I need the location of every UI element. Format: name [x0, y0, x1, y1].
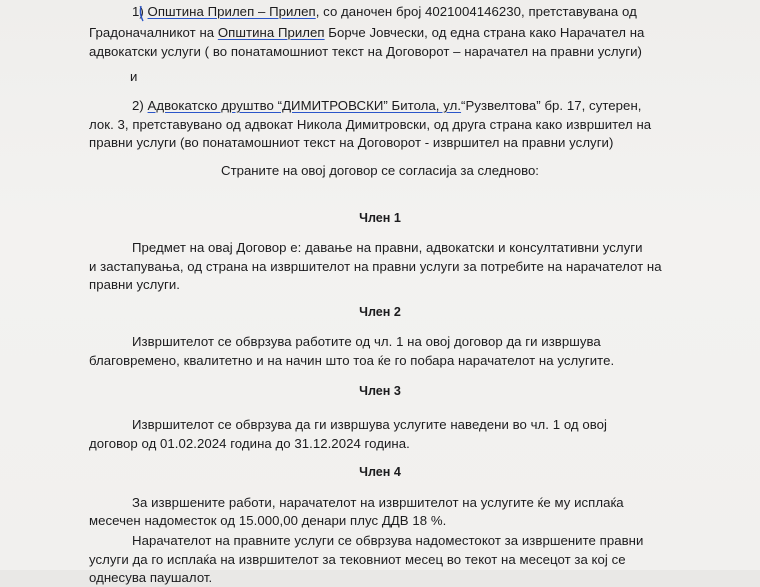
party1-line2-pre: Градоначалникот на — [89, 25, 218, 40]
party2-name: Адвокатско друштво “ДИМИТРОВСКИ” Битола, ул. — [147, 98, 462, 113]
article-3-title: Член 3 — [359, 384, 401, 398]
article-2-title: Член 2 — [359, 305, 401, 319]
article-4-line: месечен надоместок од 15.000,00 денари плус ДДВ 18 %. — [89, 513, 447, 528]
article-2-line: благовремено, квалитетно и на начин што тоа ќе го побара нарачателот на услугите. — [89, 353, 615, 368]
party2-line2: лок. 3, претставувано од адвокат Никола Димитровски, од друга страна како извршител на — [89, 117, 652, 132]
agreement-intro: Страните на овој договор се согласија за следново: — [221, 163, 539, 178]
party1-line2-name: Општина Прилеп — [217, 25, 325, 40]
article-2-line: Извршителот се обврзува работите од чл. 1 на овој договор да ги извршува — [132, 334, 601, 349]
article-4-line: Нарачателот на правните услуги се обврзува надоместокот за извршените правни — [132, 533, 644, 548]
article-3-line: Извршителот се обврзува да ги извршува услугите наведени во чл. 1 од овој — [132, 417, 608, 432]
party2-number: 2) — [132, 98, 144, 113]
party2-line1-rest: “Рузвелтова” бр. 17, сутерен, — [461, 98, 642, 113]
article-1-line: Предмет на овај Договор е: давање на правни, адвокатски и консултативни услуги — [132, 240, 643, 255]
article-1-body — [89, 239, 689, 294]
party1-line1-rest: , со даночен број 4021004146230, претставувана од — [315, 4, 637, 19]
article-3-body — [89, 416, 689, 453]
article-2-body — [89, 333, 689, 370]
party2-paragraph — [89, 97, 689, 152]
article-4-body — [89, 494, 689, 587]
article-1-line: и застапувања, од страна на извршителот на правни услуги за потребите на нарачателот на — [89, 259, 662, 274]
party1-number: 1) — [132, 4, 144, 19]
article-1-line: правни услуги. — [89, 277, 180, 292]
party1-line3: адвокатски услуги ( во понатамошниот текст на Договорот – нарачател на правни услуги) — [89, 44, 642, 59]
article-4-title: Член 4 — [359, 465, 401, 479]
party1-line2-rest: Борче Јовчески, од една страна како Нарачател на — [324, 25, 645, 40]
article-4-line: однесува паушалот. — [89, 570, 213, 585]
party1-name: Општина Прилеп – Прилеп — [147, 4, 316, 19]
article-1-title: Член 1 — [359, 211, 401, 225]
conjunction: и — [130, 69, 138, 84]
article-4-line: За извршените работи, нарачателот на извршителот на услугите ќе му исплаќа — [132, 495, 624, 510]
party2-line3: правни услуги (во понатамошниот текст на Договорот - извршител на правни услуги) — [89, 135, 614, 150]
article-4-line: услуги да го исплаќа на извршителот за тековниот месец во текот на месецот за кој се — [89, 552, 626, 567]
party1-paragraph — [89, 3, 689, 61]
article-3-line: договор од 01.02.2024 година до 31.12.2024 година. — [89, 436, 410, 451]
